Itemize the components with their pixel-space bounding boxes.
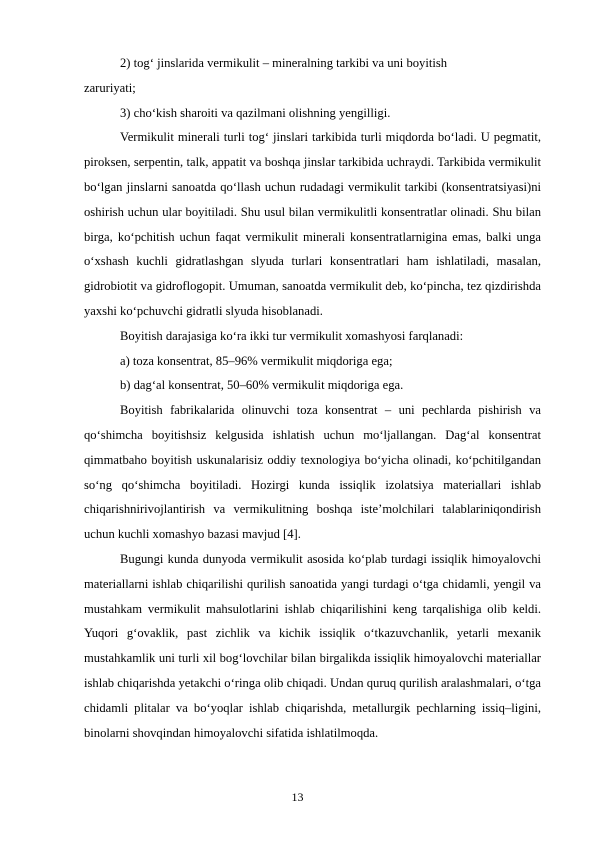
paragraph-item-2: 2) tog‘ jinslarida vermikulit – mineralning tarkibi va uni boyitish	[120, 56, 448, 70]
paragraph-vermikulit-minerali: Vermikulit minerali turli tog‘ jinslari tarkibida turli miqdorda bo‘ladi. U pegmatit, piroksen, serpentin, talk, appatit va boshqa jinslar tarkibida uchraydi. Tarkibida vermikulit bo‘lgan jinslarni sanoatda qo‘llash uchun rudadagi vermikulit tarkibi (konsentratsiyasi)ni oshirish uchun ular boyitiladi. Shu usul bilan vermikulitli konsentratlar olinadi. Shu bilan birga, ko‘pchitish uchun faqat vermikulit minerali konsentratlarnigina emas, balki unga o‘xshash kuchli gidratlashgan slyuda turlari konsentratlari ham ishlatiladi, masalan, gidrobiotit va gidroflogopit. Umuman, sanoatda vermikulit deb, ko‘pincha, tez qizdirishda yaxshi ko‘pchuvchi gidratli slyuda hisoblanadi.	[84, 130, 541, 318]
paragraph-boyitish-fabrikalari: Boyitish fabrikalarida olinuvchi toza konsentrat – uni pechlarda pishirish va qo‘shimcha boyitishsiz kelgusida ishlatish uchun mo‘ljallangan. Dag‘al konsentrat qimmatbaho boyitish uskunalarisiz oddiy texnologiya bo‘yicha olinadi, ko‘pchitilgandan so‘ng qo‘shimcha boyitiladi. Hozirgi kunda issiqlik izolatsiya materiallari ishlab chiqarishnirivojlantirish va vermikulitning boshqa iste’molchilari talablariniqondirish uchun kuchli xomashyo bazasi mavjud [4].	[84, 403, 541, 542]
paragraph-item-b: b) dag‘al konsentrat, 50–60% vermikulit miqdoriga ega.	[120, 378, 404, 393]
paragraph-bugungi-kunda: Bugungi kunda dunyoda vermikulit asosida ko‘plab turdagi issiqlik himoyalovchi materiallarni ishlab chiqarilishi qurilish sanoatida yangi turdagi o‘tga chidamli, yengil va mustahkam vermikulit mahsulotlarini ishlab chiqarilishini keng tarqalishiga olib keldi. Yuqori g‘ovaklik, past zichlik va kichik issiqlik o‘tkazuvchanlik, yetarli mexanik mustahkamlik uni turli xil bog‘lovchilar bilan birgalikda issiqlik himoyalovchi materiallar ishlab chiqarishda yetakchi o‘ringa olib chiqadi. Undan quruq qurilish aralashmalari, o‘tga chidamli plitalar va bo‘yoqlar ishlab chiqarishda, metallurgik pechlarning issiq–ligini, binolarni shovqindan himoyalovchi sifatida ishlatilmoqda.	[84, 551, 541, 740]
paragraph-item-3: 3) cho‘kish sharoiti va qazilmani olishning yengilligi.	[120, 105, 391, 120]
body-text	[84, 51, 541, 745]
paragraph-item-a: a) toza konsentrat, 85–96% vermikulit miqdoriga ega;	[120, 353, 393, 368]
paragraph-boyitish-darajasi: Boyitish darajasiga ko‘ra ikki tur vermikulit xomashyosi farqlanadi:	[120, 328, 464, 343]
page-number: 13	[291, 790, 304, 804]
paragraph-item-2-continued: zaruriyati;	[84, 80, 136, 95]
